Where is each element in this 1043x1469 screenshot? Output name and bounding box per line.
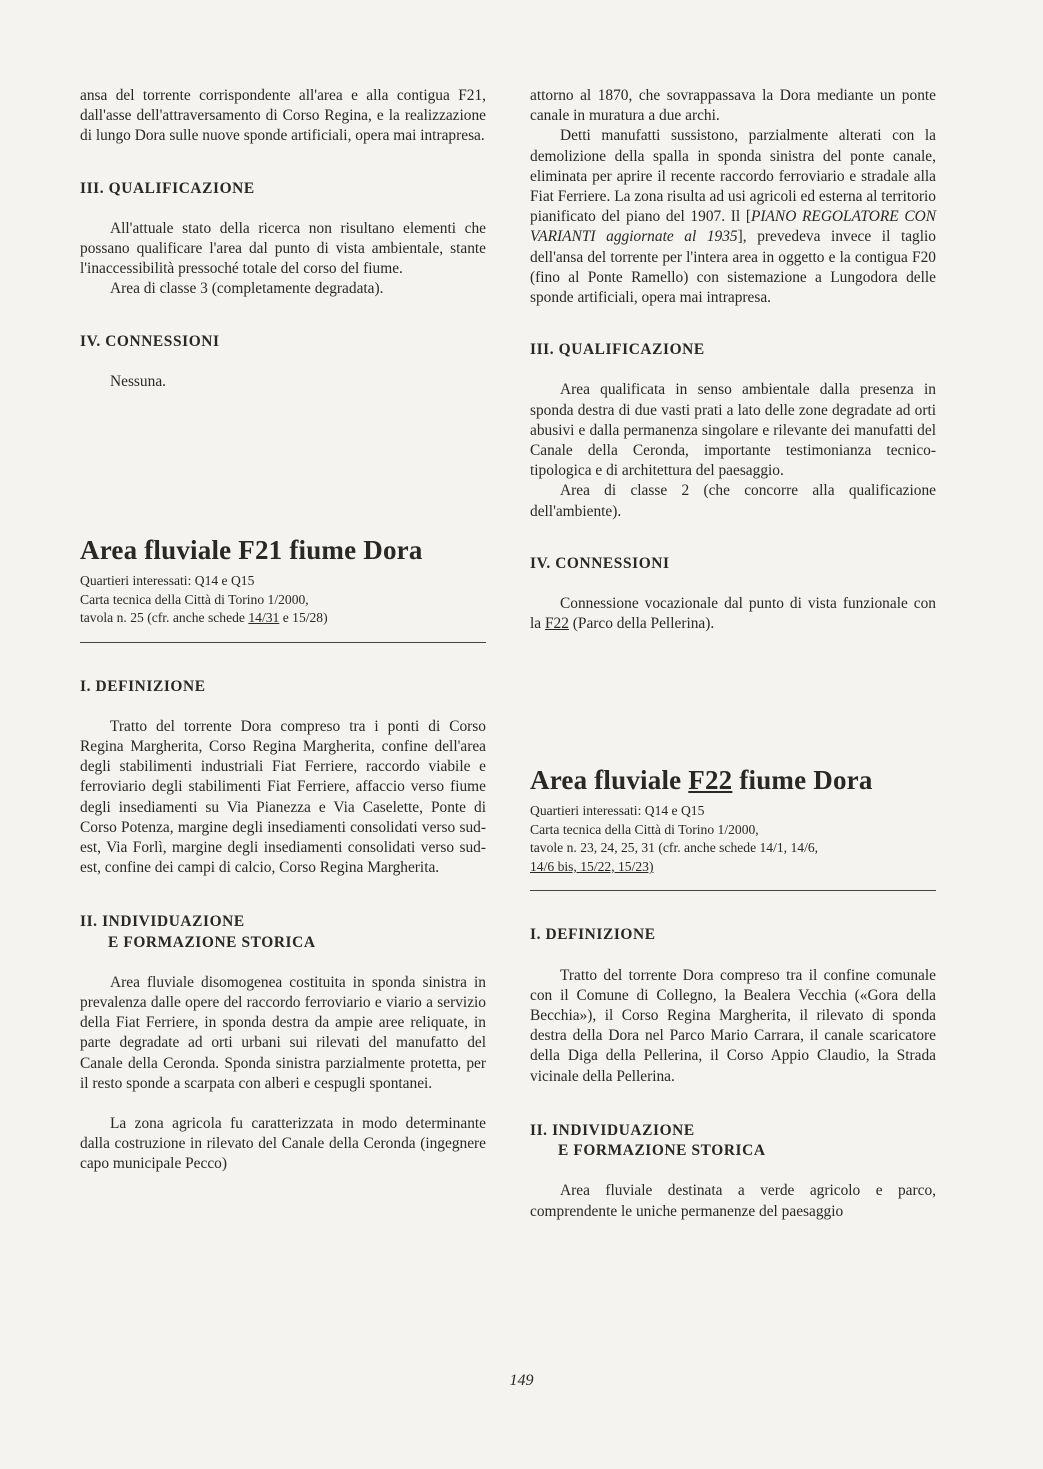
f22-tavole: tavole n. 23, 24, 25, 31 (cfr. anche schede 14/1, 14/6, [530, 840, 819, 856]
f21-scheda-link[interactable]: 14/31 [248, 610, 280, 626]
f21-title: Area fluviale F21 fiume Dora [80, 535, 423, 566]
f22-quartieri: Quartieri interessati: Q14 e Q15 [530, 803, 705, 819]
f21-formazione-heading: E FORMAZIONE STORICA [108, 933, 316, 951]
left-classe-text: Area di classe 3 (completamente degradata). [110, 280, 384, 298]
f21-individuazione-heading: II. INDIVIDUAZIONE [80, 913, 245, 931]
right-column [530, 86, 936, 1222]
left-column [80, 86, 486, 1175]
f22-individuazione-text: Area fluviale destinata a verde agricolo e parco, comprendente le uniche permanenze del paesaggio [530, 1182, 936, 1220]
f21-definizione-heading: I. DEFINIZIONE [80, 677, 206, 695]
f21-definizione-text: Tratto del torrente Dora compreso tra i ponti di Corso Regina Margherita, Corso Regina Margherita, confine dell'area degli stabilimenti industriali Fiat Ferriere, raccordo viabile e ferroviario degli stabilimenti Fiat Ferriere, affaccio verso fiume degli insediamenti su Via Pianezza e Via Caselette, Ponte di Corso Potenza, margine degli insediamenti consolidati verso sud-est, Via Forlì, margine degli insediamenti consolidati verso sud-est, confine dei campi di calcio, Corso Regina Margherita. [80, 717, 486, 877]
f21-quartieri: Quartieri interessati: Q14 e Q15 [80, 573, 255, 589]
f21-carta: Carta tecnica della Città di Torino 1/2000, [80, 591, 309, 607]
right-qualificazione-text: Area qualificata in senso ambientale dalla presenza in sponda destra di due vasti prati a lato delle zone degradate ad orti abusivi e dalla permanenza singolare e rilevante dei manufatti del Canale della Ceronda, importante testimonianza tecnico-tipologica e di architettura del paesaggio. [530, 381, 936, 480]
piano-regolatore-title: PIANO REGOLATORE CON VARIANTI aggiornate al 1935 [530, 208, 936, 246]
f22-schede: 14/6 bis, 15/22, 15/23) [530, 858, 654, 874]
left-connessioni-text: Nessuna. [110, 372, 166, 390]
page-number: 149 [509, 1372, 534, 1389]
f22-formazione-heading: E FORMAZIONE STORICA [558, 1142, 766, 1160]
right-manufatti-paragraph: Detti manufatti sussistono, parzialmente alterati con la demolizione della spalla in sponda sinistra del ponte canale, eliminata per aprire il recente raccordo ferroviario e stradale alla Fiat Ferriere. La zona risulta ad usi agricoli ed esterna al territorio pianificato del piano del 1907. Il [PIANO REGOLATORE CON VARIANTI aggiornate al 1935], prevedeva invece il taglio dell'ansa del torrente per l'intera area in oggetto e la contigua F20 (fino al Ponte Ramello) con sistemazione a Lungodora delle sponde artificiali, opera mai intrapresa. [530, 127, 936, 307]
f21-tavola: tavola n. 25 (cfr. anche schede 14/31 e 15/28) [80, 610, 328, 626]
left-qualificazione-text: All'attuale stato della ricerca non risultano elementi che possano qualificare l'area dal punto di vista ambientale, stante l'inaccessibilità pressoché totale del corso del fiume. [80, 219, 486, 278]
f22-carta: Carta tecnica della Città di Torino 1/2000, [530, 821, 759, 837]
right-connessioni-heading: IV. CONNESSIONI [530, 554, 670, 572]
f22-definizione-text: Tratto del torrente Dora compreso tra il confine comunale con il Comune di Collegno, la Bealera Vecchia («Gora della Becchia»), il Corso Regina Margherita, il rilevato di sponda destra della Dora nel Parco Mario Carrara, il canale scaricatore della Diga della Pellerina, il Corso Appio Claudio, la Strada vicinale della Pellerina. [530, 966, 936, 1085]
right-classe-text: Area di classe 2 (che concorre alla qualificazione dell'ambiente). [530, 482, 936, 520]
left-intro-paragraph: ansa del torrente corrispondente all'area e alla contigua F21, dall'asse dell'attraversamento di Corso Regina, e la realizzazione di lungo Dora sulle nuove sponde artificiali, opera mai intrapresa. [80, 87, 486, 145]
right-intro-paragraph: attorno al 1870, che sovrappassava la Dora mediante un ponte canale in muratura a due archi. [530, 87, 936, 125]
f22-title: Area fluviale F22 fiume Dora [530, 765, 873, 796]
left-qualificazione-heading: III. QUALIFICAZIONE [80, 179, 255, 197]
right-connessioni-text: Connessione vocazionale dal punto di vista funzionale con la F22 (Parco della Pellerina). [530, 595, 936, 633]
f21-zona-agricola-text: La zona agricola fu caratterizzata in modo determinante dalla costruzione in rilevato del Canale della Ceronda (ingegnere capo municipale Pecco) [80, 1114, 486, 1173]
f22-link[interactable]: F22 [544, 615, 569, 633]
left-connessioni-heading: IV. CONNESSIONI [80, 332, 220, 350]
right-qualificazione-heading: III. QUALIFICAZIONE [530, 341, 705, 359]
f22-definizione-heading: I. DEFINIZIONE [530, 926, 656, 944]
f22-individuazione-heading: II. INDIVIDUAZIONE [530, 1121, 695, 1139]
f21-individuazione-text: Area fluviale disomogenea costituita in sponda sinistra in prevalenza dalle opere del raccordo ferroviario e viario a servizio della Fiat Ferriere, in sponda destra da ampie aree reliquate, in parte degradate ad orti urbani sui rilevati del manufatto del Canale della Ceronda. Sponda sinistra parzialmente protetta, per il resto sponde a scarpata con alberi e cespugli spontanei. [80, 973, 486, 1092]
